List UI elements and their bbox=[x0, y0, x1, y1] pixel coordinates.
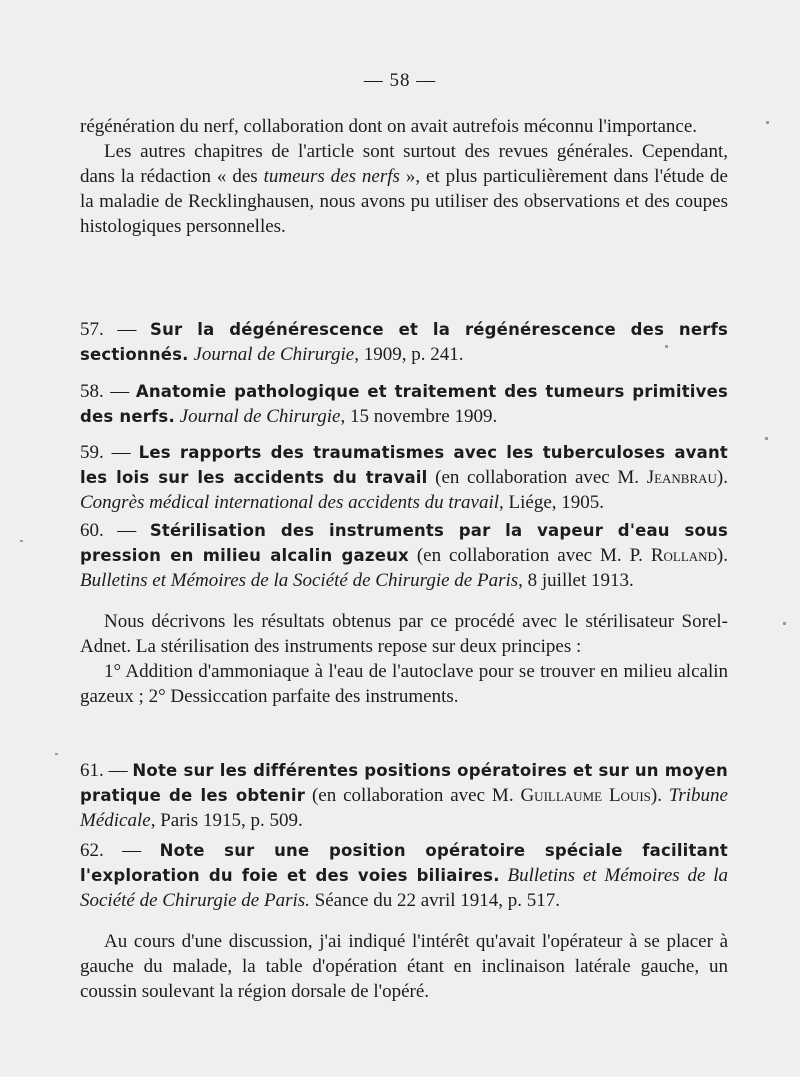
procedure-paragraph-1: Nous décrivons les résultats obtenus par ce procédé avec le stérilisateur Sorel-Adnet. La stérilisation des instruments repose sur deux principes : bbox=[80, 611, 728, 657]
procedure-section bbox=[80, 609, 728, 709]
entry-dash: — bbox=[103, 520, 150, 541]
entry-author: Guillaume Louis bbox=[520, 785, 651, 806]
intro-section bbox=[80, 114, 728, 239]
entry-title: Les rapports des traumatismes avec les tuberculoses avant les lois sur les accidents du travail bbox=[80, 443, 728, 487]
entry-number: 62. bbox=[80, 840, 104, 861]
intro-text-a: Les autres chapitres de l'article sont surtout des revues générales. Cependant, dans la rédaction « des bbox=[80, 141, 728, 187]
entry-title: Anatomie pathologique et traitement des tumeurs primitives des nerfs. bbox=[80, 382, 728, 426]
bibliography-entry-57 bbox=[80, 317, 728, 367]
intro-text-b: », et plus particulièrement dans l'étude de la maladie de Recklinghausen, nous avons pu utiliser des observations et des coupes histologiques personnelles. bbox=[80, 166, 728, 237]
entry-author: Jeanbrau bbox=[646, 467, 717, 488]
scan-speck bbox=[766, 121, 769, 124]
entry-title: Note sur une position opératoire spéciale facilitant l'exploration du foie et des voies biliaires. bbox=[80, 841, 728, 885]
entry-number: 59. bbox=[80, 442, 104, 463]
entry-dash: — bbox=[103, 840, 160, 861]
bibliography-entry-62 bbox=[80, 838, 728, 913]
entry-details: , Liége, 1905. bbox=[499, 492, 605, 513]
entry-number: 60. bbox=[80, 520, 104, 541]
entry-details: , Paris 1915, p. 509. bbox=[150, 810, 303, 831]
entry-journal: Bulletins et Mémoires de la Société de Chirurgie de Paris. bbox=[80, 865, 729, 911]
intro-italic: tumeurs des nerfs bbox=[263, 166, 400, 187]
entry-dash: — bbox=[103, 760, 133, 781]
entry-details: , 1909, p. 241. bbox=[354, 344, 464, 365]
entry-title: Stérilisation des instruments par la vapeur d'eau sous pression en milieu alcalin gazeux bbox=[80, 521, 729, 565]
entry-journal: Congrès médical international des accidents du travail bbox=[80, 492, 500, 513]
intro-paragraph-2 bbox=[80, 139, 728, 239]
bibliography-entry-60 bbox=[80, 518, 728, 593]
entry-title: Sur la dégénérescence et la régénérescence des nerfs sectionnés. bbox=[80, 320, 728, 364]
page-number: — 58 — bbox=[363, 70, 437, 91]
entry-details: , 8 juillet 1913. bbox=[518, 570, 634, 591]
entry-collab-end: ). bbox=[650, 785, 669, 806]
closing-section bbox=[80, 929, 728, 1004]
entry-collab-end: ). bbox=[716, 467, 728, 488]
scan-speck bbox=[765, 437, 768, 440]
closing-paragraph: Au cours d'une discussion, j'ai indiqué l'intérêt qu'avait l'opérateur à se placer à gauche du malade, la table d'opération étant en inclinaison latérale gauche, un coussin soulevant la région dorsale de l'opéré. bbox=[80, 931, 728, 1002]
entry-details: , 15 novembre 1909. bbox=[340, 406, 498, 427]
entry-dash: — bbox=[103, 319, 151, 340]
entry-collab-end bbox=[500, 865, 508, 886]
entry-journal: Journal de Chirurgie bbox=[179, 406, 341, 427]
entry-collab: (en collaboration avec M. bbox=[305, 785, 521, 806]
entry-collab-end: ). bbox=[716, 545, 728, 566]
bibliography-entry-58 bbox=[80, 379, 728, 429]
entry-dash: — bbox=[103, 381, 136, 402]
entry-number: 57. bbox=[80, 319, 104, 340]
procedure-paragraph-2: 1° Addition d'ammoniaque à l'eau de l'autoclave pour se trouver en milieu alcalin gazeux ; 2° Dessiccation parfaite des instruments. bbox=[80, 661, 728, 707]
scan-speck bbox=[665, 345, 668, 348]
scan-speck bbox=[55, 753, 58, 755]
entry-journal: Journal de Chirurgie bbox=[193, 344, 355, 365]
entry-journal: Tribune Médicale bbox=[80, 785, 728, 831]
intro-paragraph-1: régénération du nerf, collaboration dont on avait autrefois méconnu l'importance. bbox=[80, 116, 698, 137]
entry-details: Séance du 22 avril 1914, p. 517. bbox=[309, 890, 561, 911]
bibliography-entry-61 bbox=[80, 758, 728, 833]
entry-dash: — bbox=[103, 442, 139, 463]
bibliography-entry-59 bbox=[80, 440, 728, 515]
entry-journal: Bulletins et Mémoires de la Société de Chirurgie de Paris bbox=[80, 570, 519, 591]
scan-speck bbox=[20, 540, 23, 542]
entry-collab: (en collaboration avec M. P. bbox=[408, 545, 651, 566]
entry-number: 58. bbox=[80, 381, 104, 402]
scan-speck bbox=[783, 622, 786, 625]
entry-author: Rolland bbox=[650, 545, 717, 566]
entry-collab: (en collaboration avec M. bbox=[427, 467, 647, 488]
entry-number: 61. bbox=[80, 760, 104, 781]
entry-title: Note sur les différentes positions opératoires et sur un moyen pratique de les obtenir bbox=[80, 761, 728, 805]
